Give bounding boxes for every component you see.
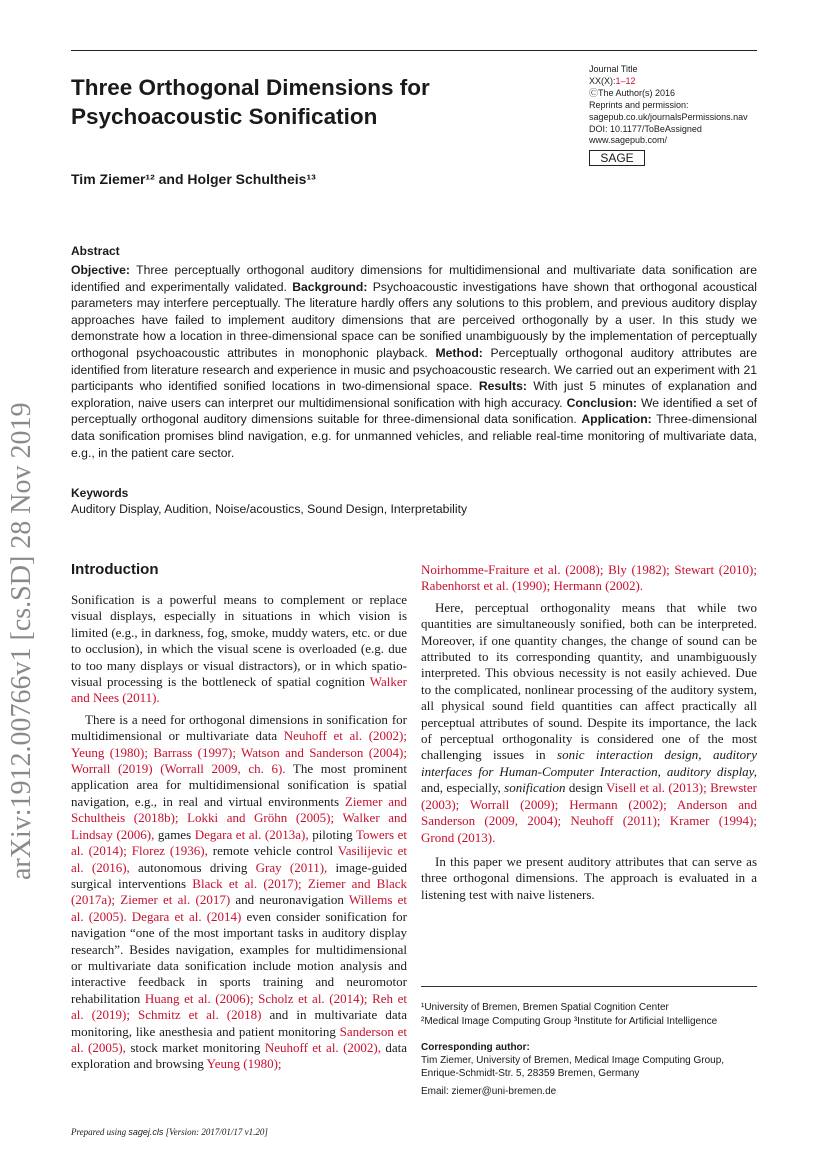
method-text: Perceptually orthogonal auditory attributes are identified from literature research and experience in music and psychoacoustic research. We carried out an experiment with 21 participants who identified sonified locations in two-dimensional space. — [71, 345, 757, 394]
application-text: Three-dimensional data sonification promises blind navigation, e.g. for unmanned vehicles, and reliable real-time monitoring of multivariate data, e.g., in the patient care sector. — [71, 412, 758, 460]
conclusion-text: We identified a set of perceptually orthogonal auditory dimensions suitable for three-dimensional data sonification. — [71, 395, 758, 427]
reprints-line: Reprints and permission: — [589, 99, 689, 110]
citation-link[interactable]: Neuhoff et al. (2002); Yeung (1980); Barrass (1997); Watson and Sanderson (2004); Worrall (2019) (Worrall 2009, ch. 6). — [71, 728, 407, 777]
corresponding-author-line-1: Tim Ziemer, University of Bremen, Medical Image Computing Group, — [421, 1055, 725, 1066]
author-line: Tim Ziemer¹² and Holger Schultheis¹³ — [71, 171, 316, 187]
copyright-line: ⒸThe Author(s) 2016 — [589, 87, 676, 98]
keywords-text: Auditory Display, Audition, Noise/acoustics, Sound Design, Interpretability — [71, 502, 468, 516]
citation-link[interactable]: Degara et al. (2013a), — [194, 826, 309, 842]
footnote-affiliation-1: ¹University of Bremen, Bremen Spatial Cognition Center — [421, 1002, 669, 1013]
volume-line: XX(X):1–12 — [589, 75, 636, 86]
page-footer: Prepared using sagej.cls [Version: 2017/01/17 v1.20] — [71, 1127, 268, 1137]
abstract-heading: Abstract — [71, 244, 120, 258]
paper-title: Three Orthogonal Dimensions for Psychoacoustic Sonification — [71, 75, 430, 129]
abstract-body — [71, 262, 757, 461]
intro-paragraph-4: In this paper we present auditory attributes that can serve as three orthogonal dimensions. The approach is evaluated in a listening test with naive listeners. — [421, 853, 757, 902]
citation-link[interactable]: Willems et al. (2005). Degara et al. (2014) — [71, 892, 408, 924]
page-range-link[interactable]: 1–12 — [615, 75, 636, 86]
corresponding-author-email: Email: ziemer@uni-bremen.de — [421, 1086, 557, 1097]
sage-logo: SAGE — [589, 150, 645, 166]
citation-link[interactable]: Huang et al. (2006); Scholz et al. (2014); Reh et al. (2019); Schmitz et al. (2018) — [71, 990, 407, 1023]
citation-link[interactable]: Neuhoff et al. (2002), — [264, 1039, 381, 1055]
citation-link[interactable]: Yeung (1980); — [206, 1056, 282, 1072]
arxiv-sidebar-stamp: arXiv:1912.00766v1 [cs.SD] 28 Nov 2019 — [6, 402, 37, 880]
results-label: Results: — [478, 379, 527, 394]
footnote-affiliation-2: ²Medical Image Computing Group ³Institute for Artificial Intelligence — [421, 1016, 718, 1027]
citation-link[interactable]: Visell et al. (2013); Brewster (2003); Worrall (2009); Hermann (2002); Anderson and Sanderson (2009, 2004); Neuhoff (2011); Kramer (1994); Grond (2013). — [421, 780, 757, 845]
citation-link[interactable]: Gray (2011), — [255, 859, 328, 875]
website-line: www.sagepub.com/ — [589, 135, 668, 146]
results-text: With just 5 minutes of explanation and exploration, naive users can interpret our multidimensional sonification with high accuracy. — [71, 379, 757, 410]
citation-link[interactable]: Black et al. (2017); Ziemer and Black (2017a); Ziemer et al. (2017) — [71, 875, 408, 908]
right-column — [421, 562, 757, 908]
citation-link[interactable]: Vasilijevic et al. (2016), — [71, 843, 407, 875]
citation-link[interactable]: Noirhomme-Fraiture et al. (2008); Bly (1982); Stewart (2010); Rabenhorst et al. (1990); Hermann (2002). — [421, 562, 757, 594]
intro-paragraph-3: Here, perceptual orthogonality means that while two quantities are simultaneously sonified, both can be interpreted. Moreover, if one quantity changes, the change of sound can be attributed to its corresponding quantity, and unambiguously interpreted. This obvious necessity is not easily achieved. Due to the complicated, nonlinear processing of the auditory system, all physical sound field quantities can affect practically all perceptual attributes of sound. Despite its importance, the lack of perceptual orthogonality is considered one of the most challenging issues in sonic interaction design, auditory interfaces for Human-Computer Interaction, auditory display, and, especially, sonification design Visell et al. (2013); Brewster (2003); Worrall (2009); Hermann (2002); Anderson and Sanderson (2009, 2004); Neuhoff (2011); Kramer (1994); Grond (2013). — [421, 599, 757, 845]
introduction-heading: Introduction — [71, 561, 159, 578]
top-rule — [71, 50, 757, 51]
intro-paragraph-2: There is a need for orthogonal dimensions in sonification for multidimensional or multivariate data Neuhoff et al. (2002); Yeung (1980); Barrass (1997); Watson and Sanderson (2004); Worrall (2019) (Worrall 2009, ch. 6). The most prominent application area for multidimensional sonification is spatial navigation, e.g., in real and virtual environments Ziemer and Schultheis (2018b); Lokki and Gröhn (2005); Walker and Lindsay (2006), games Degara et al. (2013a), piloting Towers et al. (2014); Florez (1936), remote vehicle control Vasilijevic et al. (2016), autonomous driving Gray (2011), image-guided surgical interventions Black et al. (2017); Ziemer and Black (2017a); Ziemer et al. (2017) and neuronavigation Willems et al. (2005). Degara et al. (2014) even consider sonification for navigation “one of the most important tasks in auditory display research”. Besides navigation, examples for multidimensional or multivariate data sonification include motion analysis and interactive feedback in sports training and neuromotor rehabilitation Huang et al. (2006); Scholz et al. (2014); Reh et al. (2019); Schmitz et al. (2018) and in multivariate data monitoring, like anesthesia and patient monitoring Sanderson et al. (2005), stock market monitoring Neuhoff et al. (2002), data exploration and browsing Yeung (1980); — [71, 711, 408, 1072]
citation-link[interactable]: Walker and Nees (2011). — [71, 674, 407, 706]
journal-meta — [589, 64, 769, 166]
doi-line: DOI: 10.1177/ToBeAssigned — [589, 123, 702, 134]
method-label: Method: — [435, 345, 483, 360]
objective-text: Three perceptually orthogonal auditory dimensions for multidimensional and multivariate data sonification are identified and experimentally validated. — [71, 263, 757, 294]
intro-paragraph-1: Sonification is a powerful means to complement or replace visual displays, especially in situations in which vision is limited (e.g., in darkness, fog, smoke, muddy waters, etc. or due to occlusion), in which the visual scene is overloaded (e.g. due to too many displays or visual distractors), or in which spatio-visual processing is the bottleneck of spatial cognition Walker and Nees (2011). — [71, 592, 407, 706]
objective-label: Objective: — [71, 263, 130, 277]
citation-link[interactable]: Towers et al. (2014); Florez (1936), — [71, 826, 407, 859]
journal-title: Journal Title — [589, 64, 638, 74]
permissions-url: sagepub.co.uk/journalsPermissions.nav — [589, 111, 748, 122]
background-text: Psychoacoustic investigations have shown that orthogonal acoustical parameters may interfere perceptually. The literature hardly offers any solutions to this problem, and previous auditory display approaches have failed to implement auditory dimensions that are perceived orthogonally by a user. In this study we demonstrate how a location in three-dimensional space can be sonified unambiguously by the implementation of perceptually orthogonal psychoacoustic attributes in monophonic playback. — [71, 279, 758, 360]
footnote-rule — [421, 986, 757, 987]
conclusion-label: Conclusion: — [566, 395, 637, 410]
background-label: Background: — [292, 279, 368, 294]
corresponding-author-label: Corresponding author: — [421, 1042, 530, 1053]
intro-paragraph-2-continued — [421, 562, 757, 595]
citation-link[interactable]: Sanderson et al. (2005), — [71, 1023, 407, 1055]
application-label: Application: — [581, 412, 652, 427]
citation-link[interactable]: Ziemer and Schultheis (2018b); Lokki and Gröhn (2005); Walker and Lindsay (2006), — [71, 793, 407, 842]
corresponding-author-line-2: Enrique-Schmidt-Str. 5, 28359 Bremen, Germany — [421, 1068, 640, 1079]
keywords-heading: Keywords — [71, 486, 129, 500]
class-file-name: sagej.cls — [128, 1127, 164, 1137]
left-column — [71, 592, 407, 1078]
